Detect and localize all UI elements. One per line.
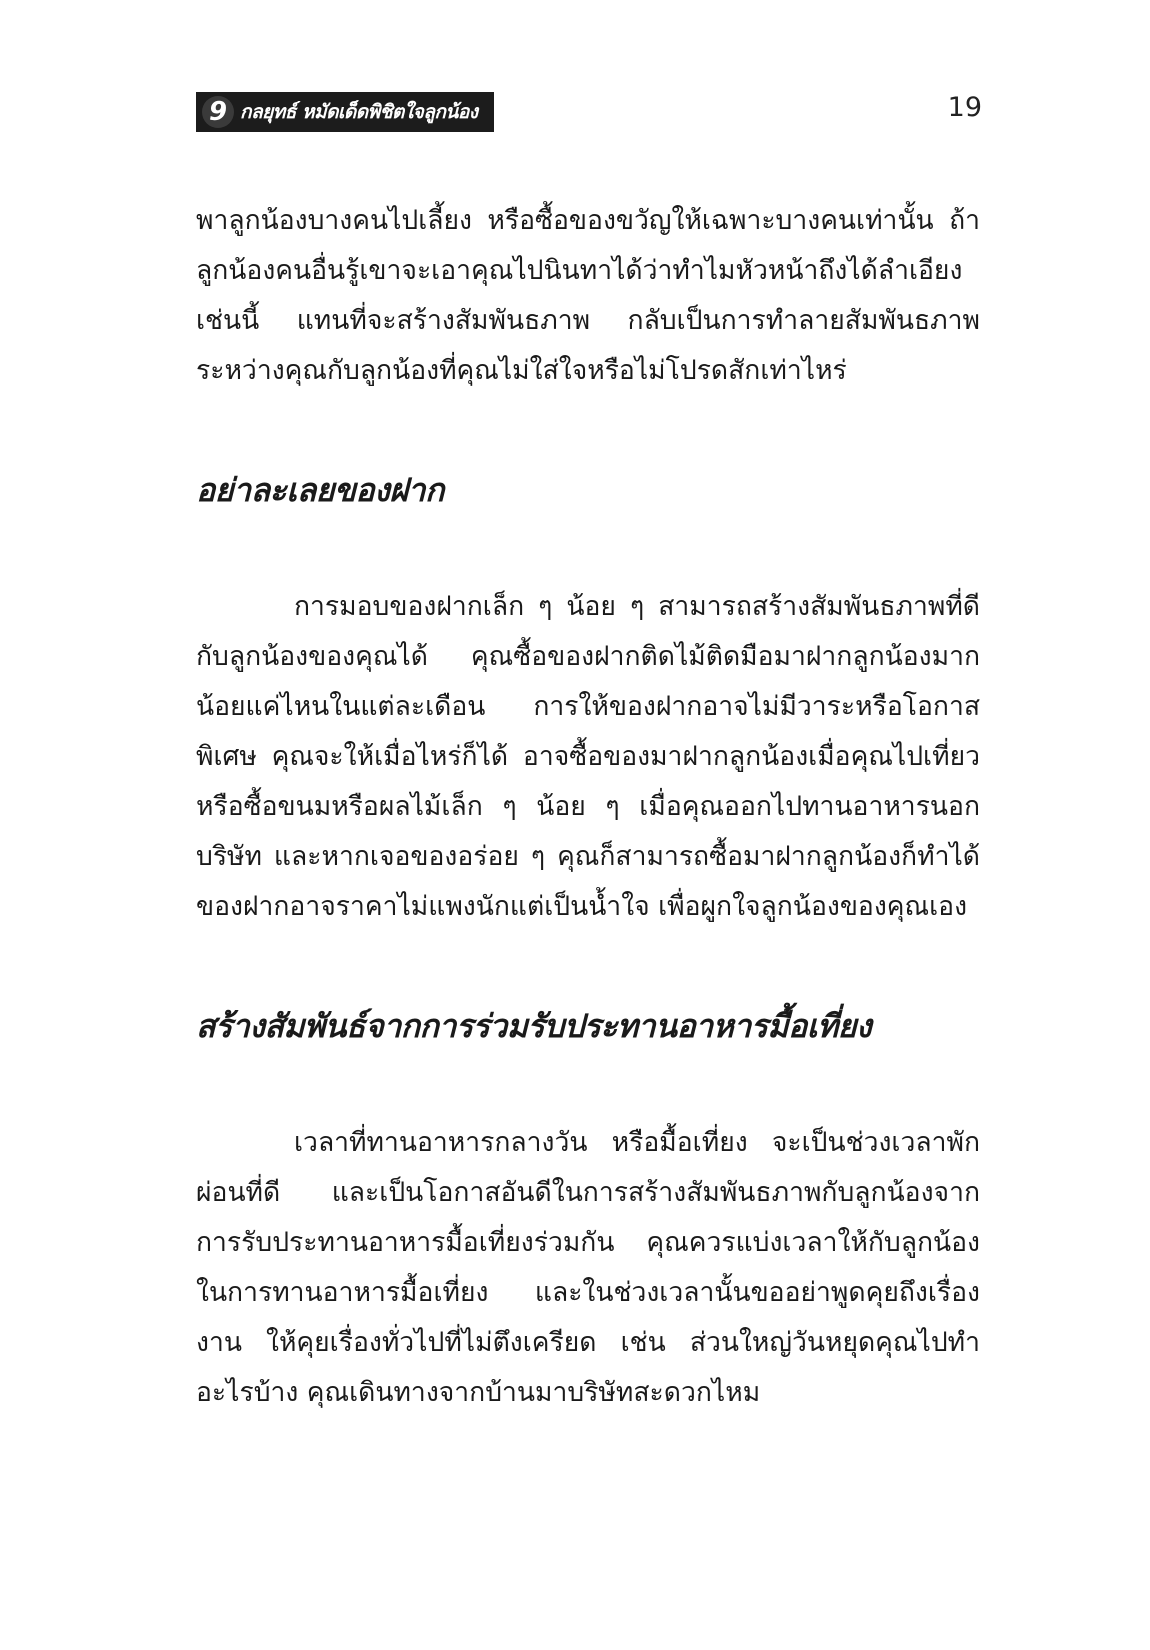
lunch-paragraph: เวลาที่ทานอาหารกลางวัน หรือมื้อเที่ยง จะเป็นช่วงเวลาพักผ่อนที่ดี และเป็นโอกาสอันดีในการสร้างสัมพันธภาพกับลูกน้องจากการรับประทานอาหารมื้อเที่ยงร่วมกัน คุณควรแบ่งเวลาให้กับลูกน้องในการทานอาหารมื้อเที่ยง และในช่วงเวลานั้นขออย่าพูดคุยถึงเรื่องงาน ให้คุยเรื่องทั่วไปที่ไม่ตึงเครียด เช่น ส่วนใหญ่วันหยุดคุณไปทำอะไรบ้าง คุณเดินทางจากบ้านมาบริษัทสะดวกไหม [196, 1127, 980, 1408]
page-number: 19 [947, 92, 982, 123]
page-content [196, 196, 980, 1418]
section-heading-lunch: สร้างสัมพันธ์จากการร่วมรับประทานอาหารมื้อเที่ยง [196, 1007, 872, 1045]
running-header [196, 92, 494, 132]
book-title: กลยุทธ์ หมัดเด็ดพิชิตใจลูกน้อง [240, 101, 478, 123]
souvenirs-paragraph: การมอบของฝากเล็ก ๆ น้อย ๆ สามารถสร้างสัมพันธภาพที่ดีกับลูกน้องของคุณได้ คุณซื้อของฝากติดไม้ติดมือมาฝากลูกน้องมากน้อยแค่ไหนในแต่ละเดือน การให้ของฝากอาจไม่มีวาระหรือโอกาสพิเศษ คุณจะให้เมื่อไหร่ก็ได้ อาจซื้อของมาฝากลูกน้องเมื่อคุณไปเที่ยว หรือซื้อขนมหรือผลไม้เล็ก ๆ น้อย ๆ เมื่อคุณออกไปทานอาหารนอกบริษัท และหากเจอของอร่อย ๆ คุณก็สามารถซื้อมาฝากลูกน้องก็ทำได้ ของฝากอาจราคาไม่แพงนักแต่เป็นน้ำใจ เพื่อผูกใจลูกน้องของคุณเอง [196, 591, 980, 922]
intro-paragraph: พาลูกน้องบางคนไปเลี้ยง หรือซื้อของขวัญให้เฉพาะบางคนเท่านั้น ถ้าลูกน้องคนอื่นรู้เขาจะเอาคุณไปนินทาได้ว่าทำไมหัวหน้าถึงได้ลำเอียงเช่นนี้ แทนที่จะสร้างสัมพันธภาพ กลับเป็นการทำลายสัมพันธภาพระหว่างคุณกับลูกน้องที่คุณไม่ใส่ใจหรือไม่โปรดสักเท่าไหร่ [196, 205, 980, 386]
section-heading-souvenirs: อย่าละเลยของฝาก [196, 471, 444, 509]
chapter-number: 9 [202, 96, 234, 128]
